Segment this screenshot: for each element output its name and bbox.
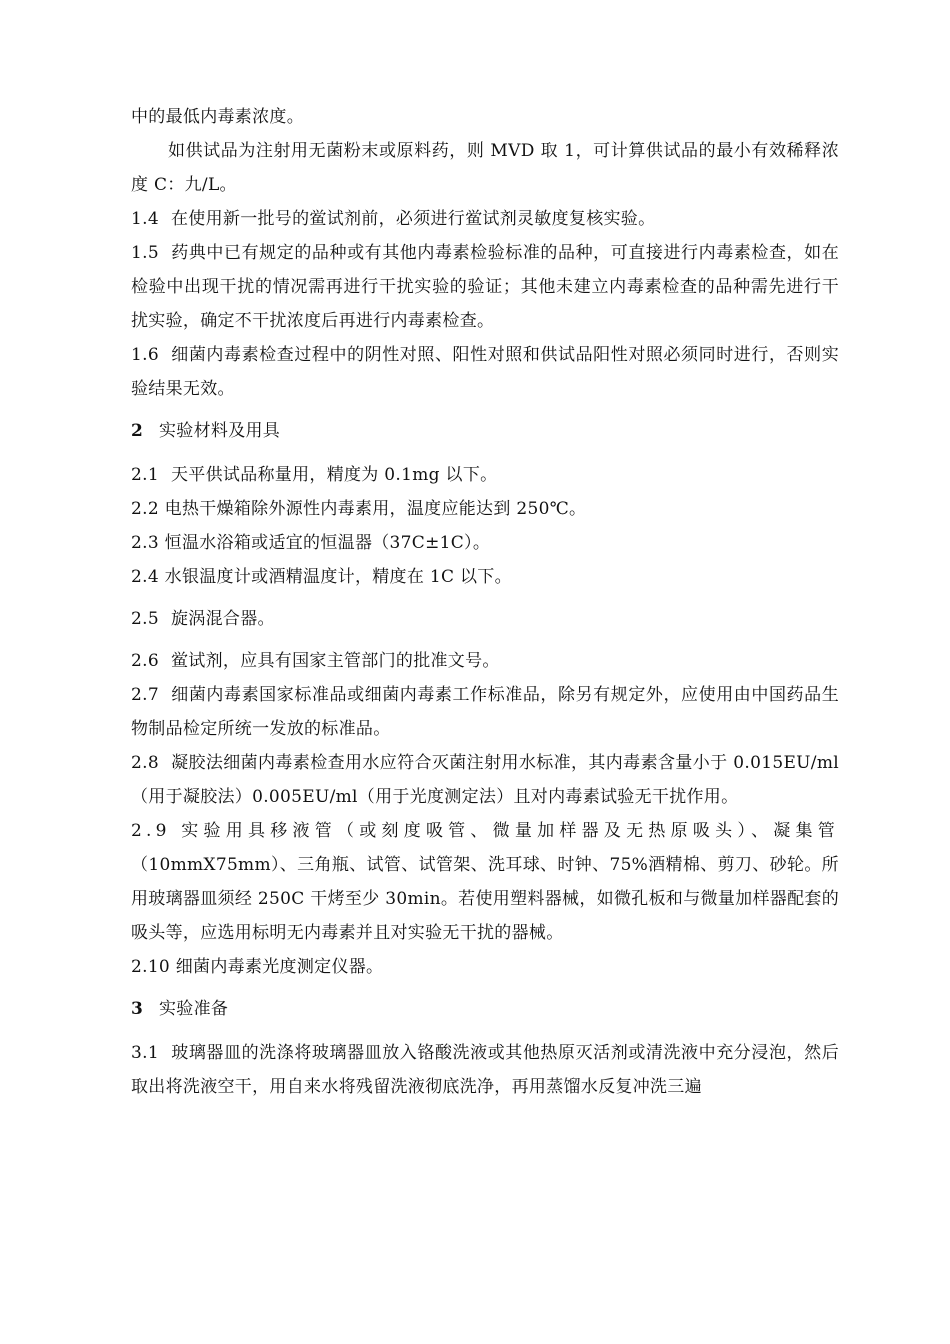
- item-number: 2.7: [131, 685, 159, 705]
- item-2-2: 2.2 电热干燥箱除外源性内毒素用，温度应能达到 250℃。: [131, 499, 587, 519]
- item-2-4: 2.4 水银温度计或酒精温度计，精度在 1C 以下。: [131, 567, 512, 587]
- item-2-6: [131, 644, 839, 678]
- item-2-3: 2.3 恒温水浴箱或适宜的恒温器（37C±1C）。: [131, 533, 491, 553]
- item-number: 1.5: [131, 243, 159, 263]
- section-title: 实验准备: [159, 999, 229, 1019]
- document-body: [131, 100, 839, 1104]
- item-text-first-line: 2.9 实验用具移液管（或刻度吸管、微量加样器及无热原吸头）、凝集管: [131, 821, 839, 841]
- section-number: 3: [131, 999, 144, 1019]
- section-3-heading: [131, 992, 839, 1026]
- item-text: 天平供试品称量用，精度为 0.1mg 以下。: [171, 465, 498, 485]
- item-text: 细菌内毒素检查过程中的阴性对照、阳性对照和供试品阳性对照必须同时进行，否则实验结果无效。: [131, 345, 839, 399]
- item-1-5: [131, 236, 839, 338]
- item-number: 2.8: [131, 753, 159, 773]
- item-2-9: [131, 814, 839, 950]
- section-2-heading: [131, 414, 839, 448]
- item-2-8: [131, 746, 839, 814]
- paragraph-mvd: 如供试品为注射用无菌粉末或原料药，则 MVD 取 1，可计算供试品的最小有效稀释浓度 C：九/L。: [131, 141, 839, 195]
- item-text: 细菌内毒素国家标准品或细菌内毒素工作标准品，除另有规定外，应使用由中国药品生物制品检定所统一发放的标准品。: [131, 685, 839, 739]
- item-1-4: [131, 202, 839, 236]
- item-2-10: 2.10 细菌内毒素光度测定仪器。: [131, 957, 384, 977]
- item-3-1: [131, 1036, 839, 1104]
- item-text: 鲎试剂，应具有国家主管部门的批准文号。: [171, 651, 500, 671]
- item-number: 1.6: [131, 345, 159, 365]
- item-text: 在使用新一批号的鲎试剂前，必须进行鲎试剂灵敏度复核实验。: [171, 209, 656, 229]
- item-text: 药典中已有规定的品种或有其他内毒素检验标准的品种，可直接进行内毒素检查，如在检验中出现干扰的情况需再进行干扰实验的验证；其他未建立内毒素检查的品种需先进行干扰实验，确定不干扰浓度后再进行内毒素检查。: [131, 243, 839, 331]
- item-number: 2.5: [131, 609, 159, 629]
- item-number: 2.1: [131, 465, 159, 485]
- item-number: 3.1: [131, 1043, 159, 1063]
- item-number: 2.6: [131, 651, 159, 671]
- paragraph-continuation: 中的最低内毒素浓度。: [131, 107, 304, 127]
- item-number: 1.4: [131, 209, 159, 229]
- item-text: 旋涡混合器。: [171, 609, 275, 629]
- item-text-rest: （10mmX75mm）、三角瓶、试管、试管架、洗耳球、时钟、75%酒精棉、剪刀、砂轮。所用玻璃器皿须经 250C 干烤至少 30min。若使用塑料器械，如微孔板和与微量加样器配套的吸头等，应选用标明无内毒素并且对实验无干扰的器械。: [131, 855, 839, 943]
- item-2-7: [131, 678, 839, 746]
- item-text: 凝胶法细菌内毒素检查用水应符合灭菌注射用水标准，其内毒素含量小于 0.015EU/ml（用于凝胶法）0.005EU/ml（用于光度测定法）且对内毒素试验无干扰作用。: [131, 753, 839, 807]
- item-2-5: [131, 602, 839, 636]
- item-text: 玻璃器皿的洗涤将玻璃器皿放入铬酸洗液或其他热原灭活剂或清洗液中充分浸泡，然后取出将洗液空干，用自来水将残留洗液彻底洗净，再用蒸馏水反复冲洗三遍: [131, 1043, 839, 1097]
- item-1-6: [131, 338, 839, 406]
- section-number: 2: [131, 421, 144, 441]
- item-2-1: [131, 458, 839, 492]
- section-title: 实验材料及用具: [159, 421, 281, 441]
